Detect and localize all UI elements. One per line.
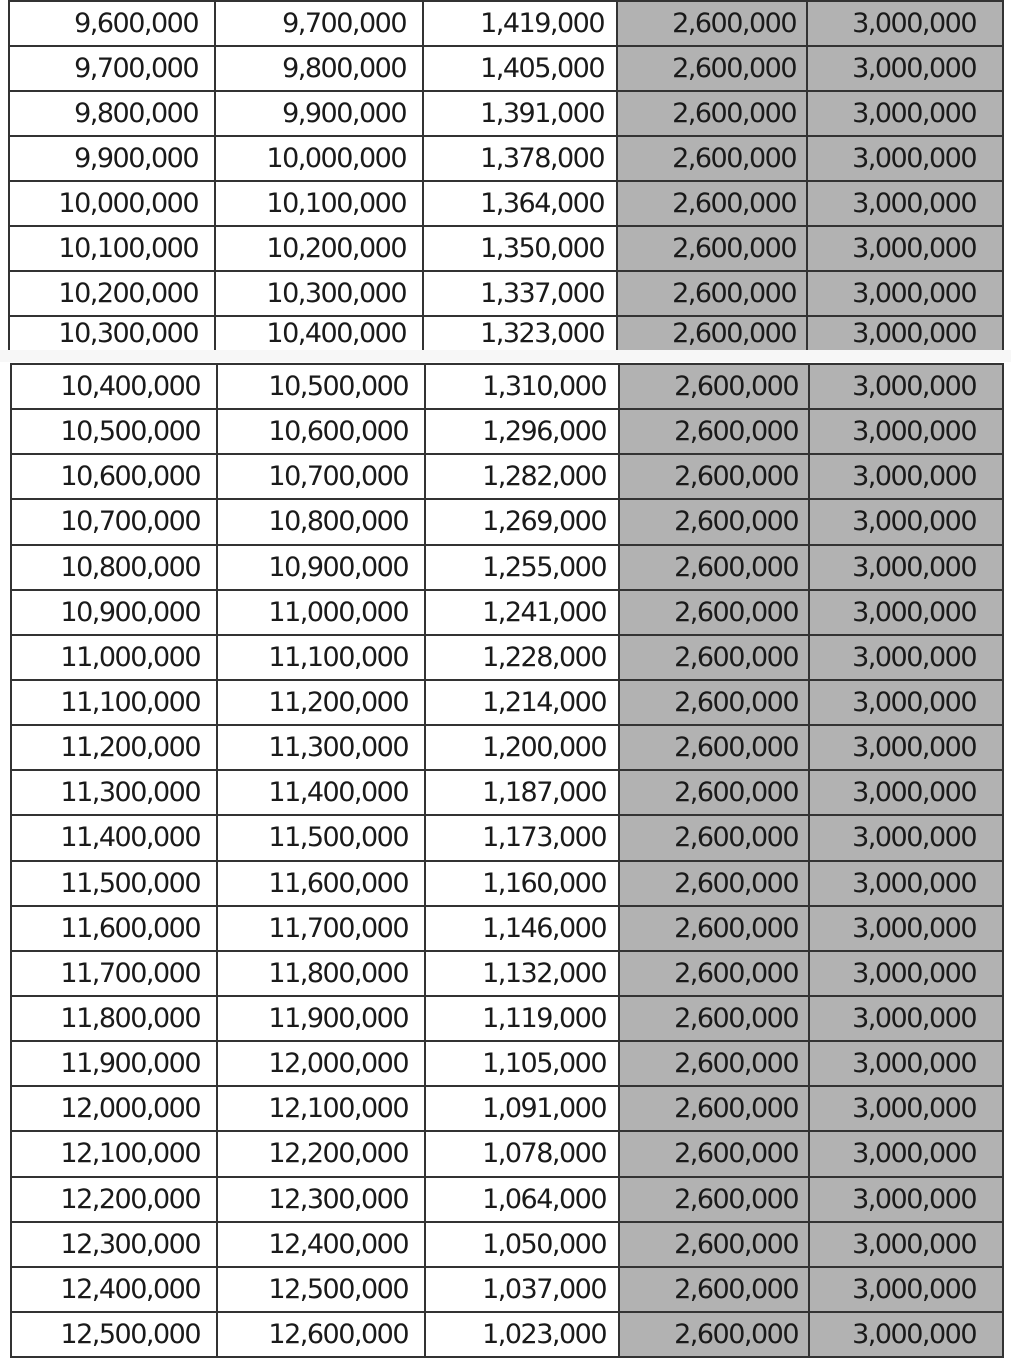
table-cell: 3,000,000 <box>809 1312 1003 1357</box>
table-row <box>11 680 1003 725</box>
table-cell: 1,146,000 <box>425 906 619 951</box>
table-cell: 2,600,000 <box>619 815 809 860</box>
table-cell: 1,310,000 <box>425 364 619 409</box>
table-cell: 2,600,000 <box>619 1041 809 1086</box>
table-cell: 1,050,000 <box>425 1222 619 1267</box>
table-cell: 3,000,000 <box>807 316 1003 351</box>
table-cell: 2,600,000 <box>617 226 807 271</box>
table-cell: 3,000,000 <box>807 181 1003 226</box>
table-cell: 1,160,000 <box>425 861 619 906</box>
table-cell: 3,000,000 <box>807 226 1003 271</box>
table-cell: 9,800,000 <box>215 46 423 91</box>
table-cell: 11,000,000 <box>217 590 425 635</box>
table-cell: 3,000,000 <box>809 725 1003 770</box>
table-cell: 1,228,000 <box>425 635 619 680</box>
table-cell: 11,500,000 <box>11 861 217 906</box>
table-cell: 11,600,000 <box>11 906 217 951</box>
table-cell: 12,500,000 <box>11 1312 217 1357</box>
table-cell: 1,419,000 <box>423 1 617 46</box>
table-row <box>11 545 1003 590</box>
table-cell: 11,500,000 <box>217 815 425 860</box>
table-cell: 10,300,000 <box>215 271 423 316</box>
table-cell: 10,200,000 <box>9 271 215 316</box>
table-cell: 3,000,000 <box>807 46 1003 91</box>
table-cell: 1,255,000 <box>425 545 619 590</box>
table-cell: 1,323,000 <box>423 316 617 351</box>
table-cell: 1,364,000 <box>423 181 617 226</box>
table-cell: 3,000,000 <box>809 1177 1003 1222</box>
table-cell: 10,700,000 <box>11 499 217 544</box>
table-cell: 1,269,000 <box>425 499 619 544</box>
table-cell: 2,600,000 <box>619 951 809 996</box>
table-cell: 3,000,000 <box>809 1041 1003 1086</box>
table-cell: 10,400,000 <box>215 316 423 351</box>
table-cell: 3,000,000 <box>809 635 1003 680</box>
table-cell: 9,900,000 <box>215 91 423 136</box>
table-row <box>11 409 1003 454</box>
table-cell: 3,000,000 <box>809 499 1003 544</box>
table-cell: 1,337,000 <box>423 271 617 316</box>
table-cell: 2,600,000 <box>619 996 809 1041</box>
table-cell: 10,700,000 <box>217 454 425 499</box>
table-row <box>11 906 1003 951</box>
table-row <box>11 1177 1003 1222</box>
table-cell: 1,200,000 <box>425 725 619 770</box>
table-cell: 11,400,000 <box>11 815 217 860</box>
table-row <box>9 226 1003 271</box>
table-row <box>11 590 1003 635</box>
table-cell: 2,600,000 <box>617 181 807 226</box>
table-cell: 10,200,000 <box>215 226 423 271</box>
table-cell: 3,000,000 <box>807 271 1003 316</box>
table-cell: 10,800,000 <box>11 545 217 590</box>
table-cell: 10,900,000 <box>11 590 217 635</box>
table-row <box>11 861 1003 906</box>
table-cell: 10,300,000 <box>9 316 215 351</box>
table-cell: 11,100,000 <box>11 680 217 725</box>
table-cell: 1,391,000 <box>423 91 617 136</box>
table-cell: 12,100,000 <box>11 1131 217 1176</box>
table-cell: 1,173,000 <box>425 815 619 860</box>
table-cell: 1,023,000 <box>425 1312 619 1357</box>
table-cell: 1,091,000 <box>425 1086 619 1131</box>
table-cell: 11,700,000 <box>11 951 217 996</box>
table-row <box>11 1086 1003 1131</box>
salary-table-bottom <box>10 363 1004 1358</box>
table-cell: 12,400,000 <box>11 1267 217 1312</box>
table-row <box>11 499 1003 544</box>
table-cell: 2,600,000 <box>617 91 807 136</box>
table-cell: 10,000,000 <box>215 136 423 181</box>
table-cell: 11,300,000 <box>11 770 217 815</box>
table-cell: 9,700,000 <box>9 46 215 91</box>
table-cell: 3,000,000 <box>809 590 1003 635</box>
table-cell: 10,400,000 <box>11 364 217 409</box>
table-row <box>11 996 1003 1041</box>
table-cell: 10,100,000 <box>215 181 423 226</box>
table-row <box>11 770 1003 815</box>
table-cell: 10,100,000 <box>9 226 215 271</box>
table-cell: 3,000,000 <box>809 951 1003 996</box>
table-row <box>11 1267 1003 1312</box>
table-cell: 11,300,000 <box>217 725 425 770</box>
table-cell: 3,000,000 <box>809 454 1003 499</box>
table-cell: 2,600,000 <box>619 1177 809 1222</box>
table-cell: 1,037,000 <box>425 1267 619 1312</box>
table-cell: 12,300,000 <box>217 1177 425 1222</box>
table-cell: 10,600,000 <box>217 409 425 454</box>
table-cell: 3,000,000 <box>809 861 1003 906</box>
table-cell: 2,600,000 <box>619 1267 809 1312</box>
table-cell: 11,700,000 <box>217 906 425 951</box>
table-cell: 10,500,000 <box>11 409 217 454</box>
table-cell: 11,400,000 <box>217 770 425 815</box>
table-cell: 2,600,000 <box>617 46 807 91</box>
table-cell: 12,100,000 <box>217 1086 425 1131</box>
table-cell: 2,600,000 <box>619 499 809 544</box>
table-cell: 1,282,000 <box>425 454 619 499</box>
table-cell: 1,105,000 <box>425 1041 619 1086</box>
page-gap <box>0 350 1011 362</box>
table-cell: 10,900,000 <box>217 545 425 590</box>
table-row <box>11 725 1003 770</box>
table-cell: 11,200,000 <box>217 680 425 725</box>
table-cell: 9,800,000 <box>9 91 215 136</box>
table-row <box>9 136 1003 181</box>
table-cell: 3,000,000 <box>809 1222 1003 1267</box>
table-cell: 12,400,000 <box>217 1222 425 1267</box>
table-cell: 3,000,000 <box>809 770 1003 815</box>
table-row <box>9 271 1003 316</box>
table-cell: 12,000,000 <box>11 1086 217 1131</box>
table-row <box>11 364 1003 409</box>
table-cell: 3,000,000 <box>809 996 1003 1041</box>
table-cell: 2,600,000 <box>617 271 807 316</box>
table-cell: 1,132,000 <box>425 951 619 996</box>
table-cell: 1,119,000 <box>425 996 619 1041</box>
table-cell: 3,000,000 <box>809 680 1003 725</box>
table-cell: 2,600,000 <box>617 1 807 46</box>
table-row <box>9 1 1003 46</box>
table-row <box>11 815 1003 860</box>
table-cell: 11,900,000 <box>11 1041 217 1086</box>
table-row <box>11 1041 1003 1086</box>
table-cell: 12,000,000 <box>217 1041 425 1086</box>
table-cell: 3,000,000 <box>809 815 1003 860</box>
table-cell: 1,296,000 <box>425 409 619 454</box>
table-cell: 2,600,000 <box>619 680 809 725</box>
table-cell: 3,000,000 <box>807 91 1003 136</box>
table-cell: 1,241,000 <box>425 590 619 635</box>
table-row <box>11 454 1003 499</box>
table-cell: 1,378,000 <box>423 136 617 181</box>
table-cell: 12,300,000 <box>11 1222 217 1267</box>
table-cell: 11,800,000 <box>217 951 425 996</box>
salary-table-top <box>8 0 1004 352</box>
table-cell: 12,500,000 <box>217 1267 425 1312</box>
table-cell: 11,200,000 <box>11 725 217 770</box>
table-cell: 9,900,000 <box>9 136 215 181</box>
table-cell: 3,000,000 <box>809 1086 1003 1131</box>
table-cell: 11,000,000 <box>11 635 217 680</box>
table-cell: 11,900,000 <box>217 996 425 1041</box>
table-row <box>11 635 1003 680</box>
table-row <box>11 951 1003 996</box>
table-cell: 9,600,000 <box>9 1 215 46</box>
table-cell: 11,100,000 <box>217 635 425 680</box>
table-cell: 2,600,000 <box>619 906 809 951</box>
table-cell: 2,600,000 <box>619 590 809 635</box>
table-row <box>9 181 1003 226</box>
table-cell: 2,600,000 <box>619 409 809 454</box>
table-cell: 2,600,000 <box>619 1131 809 1176</box>
table-cell: 2,600,000 <box>619 545 809 590</box>
table-cell: 3,000,000 <box>807 136 1003 181</box>
table-cell: 2,600,000 <box>619 770 809 815</box>
table-row <box>9 46 1003 91</box>
table-row <box>9 316 1003 351</box>
table-cell: 2,600,000 <box>617 136 807 181</box>
table-cell: 2,600,000 <box>619 725 809 770</box>
table-cell: 3,000,000 <box>809 545 1003 590</box>
table-cell: 12,200,000 <box>11 1177 217 1222</box>
table-cell: 3,000,000 <box>809 906 1003 951</box>
table-cell: 3,000,000 <box>809 364 1003 409</box>
table-body <box>9 1 1003 351</box>
table-row <box>11 1131 1003 1176</box>
table-body <box>11 364 1003 1357</box>
table-cell: 3,000,000 <box>809 1131 1003 1176</box>
table-cell: 1,350,000 <box>423 226 617 271</box>
table-cell: 11,800,000 <box>11 996 217 1041</box>
table-cell: 2,600,000 <box>619 635 809 680</box>
table-cell: 10,000,000 <box>9 181 215 226</box>
table-cell: 2,600,000 <box>619 454 809 499</box>
table-cell: 1,064,000 <box>425 1177 619 1222</box>
table-cell: 2,600,000 <box>619 861 809 906</box>
table-cell: 1,405,000 <box>423 46 617 91</box>
table-cell: 3,000,000 <box>809 409 1003 454</box>
table-cell: 12,200,000 <box>217 1131 425 1176</box>
table-cell: 3,000,000 <box>807 1 1003 46</box>
table-cell: 10,800,000 <box>217 499 425 544</box>
table-cell: 11,600,000 <box>217 861 425 906</box>
table-row <box>9 91 1003 136</box>
table-cell: 2,600,000 <box>619 1222 809 1267</box>
table-cell: 2,600,000 <box>617 316 807 351</box>
table-cell: 9,700,000 <box>215 1 423 46</box>
table-row <box>11 1312 1003 1357</box>
table-cell: 2,600,000 <box>619 364 809 409</box>
table-cell: 10,500,000 <box>217 364 425 409</box>
table-cell: 12,600,000 <box>217 1312 425 1357</box>
table-cell: 2,600,000 <box>619 1086 809 1131</box>
table-cell: 10,600,000 <box>11 454 217 499</box>
table-cell: 1,078,000 <box>425 1131 619 1176</box>
table-cell: 2,600,000 <box>619 1312 809 1357</box>
table-row <box>11 1222 1003 1267</box>
table-cell: 3,000,000 <box>809 1267 1003 1312</box>
table-cell: 1,214,000 <box>425 680 619 725</box>
table-cell: 1,187,000 <box>425 770 619 815</box>
